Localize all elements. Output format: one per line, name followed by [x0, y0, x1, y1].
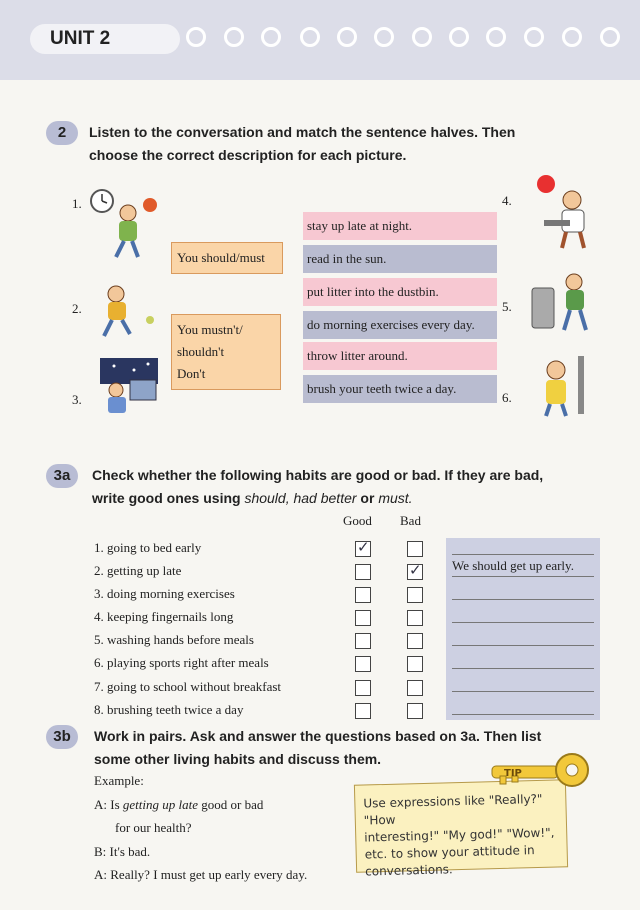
tip-line-3: etc. to show your attitude in — [364, 843, 535, 862]
instr-part-d: must. — [378, 490, 413, 506]
half-stay-up-late: stay up late at night. — [303, 212, 497, 240]
decorative-circle — [300, 27, 320, 47]
bad-checkbox[interactable] — [407, 680, 423, 696]
picture-number-2: 2. — [72, 301, 82, 316]
habit-item: 7. going to school without breakfast — [94, 679, 282, 694]
decorative-circle — [412, 27, 432, 47]
decorative-circle — [261, 27, 281, 47]
man-reading-in-sun-illustration — [522, 170, 606, 252]
example-label: Example: — [94, 773, 144, 788]
decorative-circle — [374, 27, 394, 47]
tip-line-4: conversations. — [364, 862, 453, 879]
half-throw-litter: throw litter around. — [303, 342, 497, 370]
picture-number-3: 3. — [72, 392, 82, 407]
habit-item: 3. doing morning exercises — [94, 586, 235, 601]
column-good-label: Good — [343, 513, 372, 528]
good-checkbox[interactable] — [355, 680, 371, 696]
boy-reading-under-sun-illustration — [88, 185, 170, 263]
starter-should-must: You should/must — [171, 242, 283, 274]
good-checkbox[interactable] — [355, 587, 371, 603]
section-3a-instruction-line2 — [92, 487, 413, 510]
bad-checkbox[interactable] — [407, 656, 423, 672]
half-brush-teeth: brush your teeth twice a day. — [303, 375, 497, 403]
decorative-circle — [186, 27, 206, 47]
good-checkbox[interactable] — [355, 633, 371, 649]
section-2-instruction-line1: Listen to the conversation and match the sentence halves. Then — [89, 124, 516, 140]
key-icon — [488, 742, 598, 792]
instr-part-b: should, had better — [244, 490, 357, 506]
picture-number-6: 6. — [502, 390, 512, 405]
habit-item: 4. keeping fingernails long — [94, 609, 234, 624]
example-a2: A: Really? I must get up early every day. — [94, 867, 308, 882]
bad-checkbox[interactable] — [407, 703, 423, 719]
example-a1-italic: getting up late — [122, 797, 198, 812]
decorative-circle — [486, 27, 506, 47]
good-checkbox[interactable] — [355, 564, 371, 580]
decorative-circle — [562, 27, 582, 47]
good-checkbox[interactable] — [355, 538, 371, 557]
picture-number-4: 4. — [502, 193, 512, 208]
instr-part-a: write good ones using — [92, 490, 245, 506]
bad-checkbox[interactable] — [407, 561, 423, 580]
habit-item: 6. playing sports right after meals — [94, 655, 269, 670]
bad-checkbox[interactable] — [407, 587, 423, 603]
half-put-litter-dustbin: put litter into the dustbin. — [303, 278, 497, 306]
example-a1-prefix: A: Is — [94, 797, 123, 812]
decorative-circle — [600, 27, 620, 47]
half-morning-exercises: do morning exercises every day. — [303, 311, 497, 339]
picture-number-5: 5. — [502, 299, 512, 314]
example-a1-line2: for our health? — [115, 820, 192, 835]
habit-item: 1. going to bed early — [94, 540, 202, 555]
habit-item: 5. washing hands before meals — [94, 632, 254, 647]
instr-part-c: or — [356, 490, 379, 506]
section-3b-badge: 3b — [46, 725, 78, 749]
unit-title: UNIT 2 — [50, 28, 111, 49]
starter-mustnt: You mustn't/ — [177, 322, 243, 337]
boy-putting-litter-in-bin-illustration — [528, 268, 598, 338]
good-checkbox[interactable] — [355, 656, 371, 672]
boy-at-computer-at-night-illustration — [94, 356, 166, 416]
example-a1 — [94, 797, 263, 813]
section-3b-instruction-line2: some other living habits and discuss them. — [94, 751, 382, 767]
section-2-badge: 2 — [46, 121, 78, 145]
bad-checkbox[interactable] — [407, 610, 423, 626]
picture-number-1: 1. — [72, 196, 82, 211]
column-bad-label: Bad — [400, 513, 421, 528]
good-checkbox[interactable] — [355, 610, 371, 626]
answer-panel — [446, 538, 600, 720]
section-2-instruction-line2: choose the correct description for each picture. — [89, 147, 407, 163]
decorative-circle — [337, 27, 357, 47]
tip-note — [354, 779, 568, 879]
checkmark-icon: ✓ — [357, 538, 370, 556]
starter-mustnt-shouldnt-dont — [171, 314, 281, 390]
starter-dont: Don't — [177, 366, 206, 381]
section-3b-instruction-line1: Work in pairs. Ask and answer the questions based on 3a. Then list — [94, 728, 542, 744]
decorative-circle — [224, 27, 244, 47]
decorative-circle — [524, 27, 544, 47]
answer-text: We should get up early. — [452, 558, 574, 573]
habit-item: 8. brushing teeth twice a day — [94, 702, 244, 717]
example-b1: B: It's bad. — [94, 844, 151, 859]
tip-line-1: Use expressions like "Really?" "How — [363, 791, 543, 828]
bad-checkbox[interactable] — [407, 633, 423, 649]
checkmark-icon: ✓ — [409, 561, 422, 579]
half-read-in-sun: read in the sun. — [303, 245, 497, 273]
tip-label: TIP — [504, 768, 522, 779]
starter-shouldnt: shouldn't — [177, 344, 225, 359]
good-checkbox[interactable] — [355, 703, 371, 719]
boy-brushing-teeth-illustration — [532, 354, 598, 418]
tip-line-2: interesting!" "My god!" "Wow!", — [364, 825, 555, 845]
example-a1-suffix: good or bad — [198, 797, 264, 812]
habit-item: 2. getting up late — [94, 563, 182, 578]
section-3a-badge: 3a — [46, 464, 78, 488]
boy-throwing-litter-illustration — [88, 280, 170, 340]
section-3a-instruction-line1: Check whether the following habits are good or bad. If they are bad, — [92, 467, 544, 483]
decorative-circle — [449, 27, 469, 47]
bad-checkbox[interactable] — [407, 541, 423, 557]
